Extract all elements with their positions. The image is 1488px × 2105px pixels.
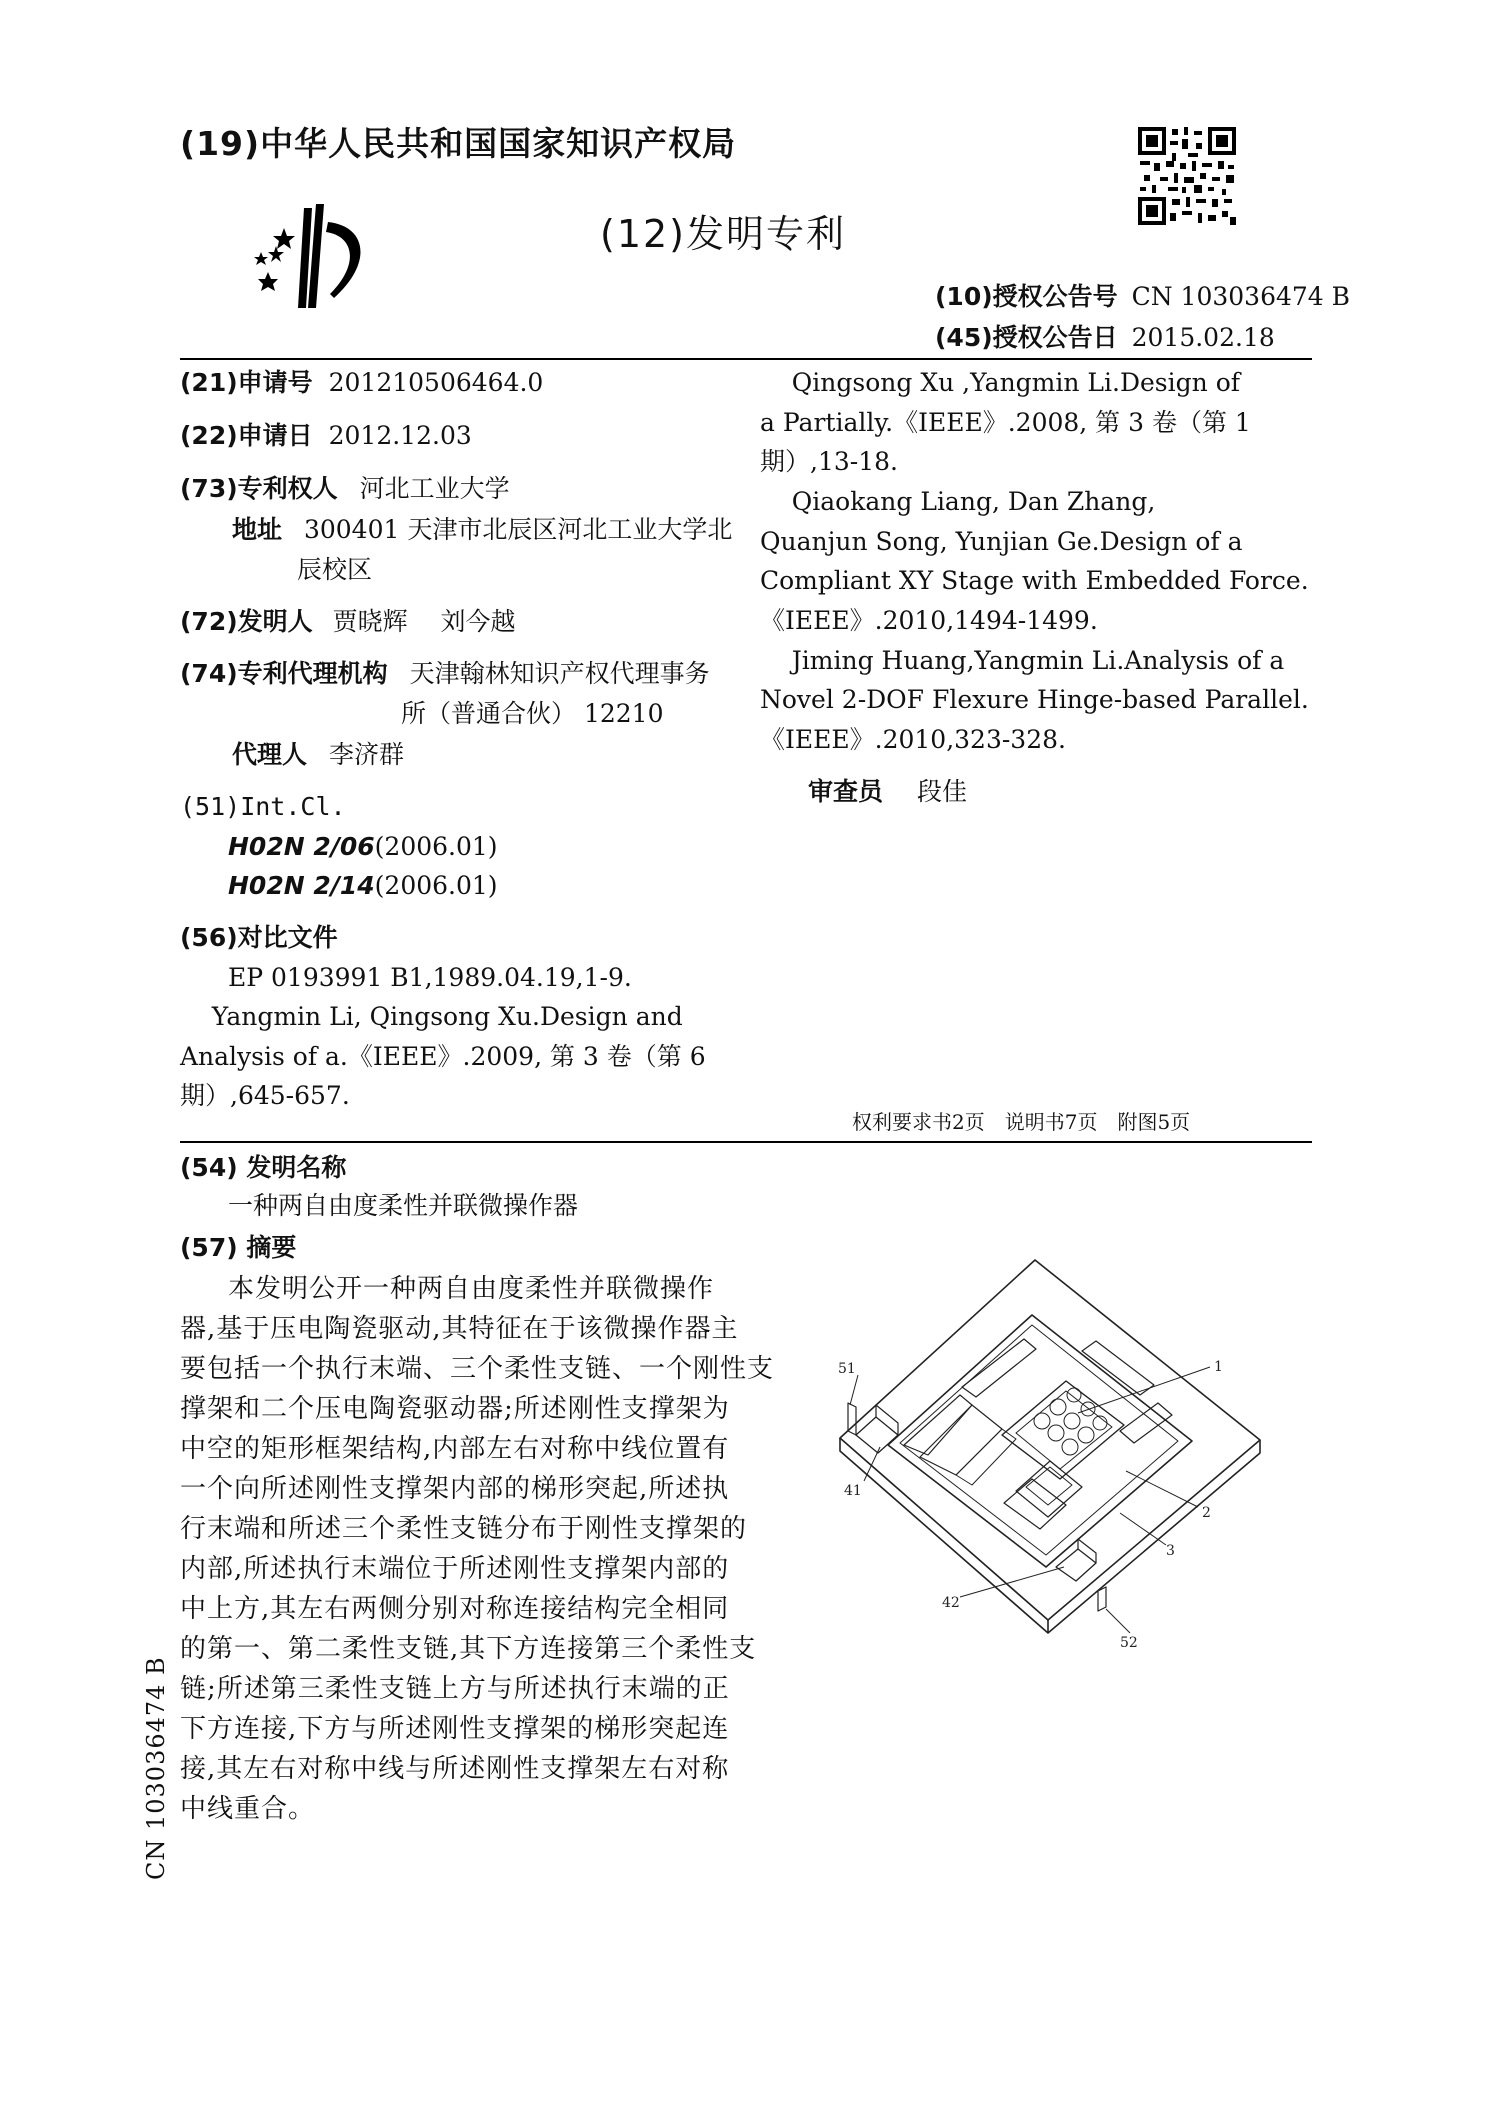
app-date: 2012.12.03 [328, 421, 472, 450]
ref-4-line-1: Qiaokang Liang, Dan Zhang, [760, 487, 1156, 516]
abstract-line: 中空的矩形框架结构,内部左右对称中线位置有 [180, 1434, 730, 1464]
ref-3-line-3: 期）,13-18. [760, 447, 898, 476]
pub-date-row [935, 318, 1275, 358]
section-rule [180, 1141, 1312, 1143]
ipc-1-row [228, 827, 498, 867]
app-date-row [180, 416, 472, 456]
abstract-line: 器,基于压电陶瓷驱动,其特征在于该微操作器主 [180, 1314, 739, 1344]
address-line-2: 辰校区 [297, 555, 373, 584]
agent: 李济群 [328, 740, 404, 769]
examiner-row [808, 772, 967, 812]
bolt-52 [1098, 1587, 1106, 1611]
pub-date-label: (45)授权公告日 [935, 323, 1118, 352]
ipc-2-row [228, 866, 498, 906]
examiner: 段佳 [916, 777, 967, 806]
ipc-2-code: H02N 2/14 [228, 871, 375, 900]
abstract-line: 中线重合。 [180, 1794, 316, 1824]
patentee-label: (73)专利权人 [180, 474, 338, 503]
side-publication-number: CN 103036474 B [142, 1656, 170, 1880]
abstract-line: 要包括一个执行末端、三个柔性支链、一个刚性支 [180, 1354, 775, 1384]
office-logo [246, 200, 386, 315]
ref-3-line-1: Qingsong Xu ,Yangmin Li.Design of [760, 368, 1240, 397]
label-42: 42 [942, 1595, 960, 1611]
issuing-office: (19)中华人民共和国国家知识产权局 [180, 124, 737, 163]
intcl-label: (51)Int.Cl. [180, 792, 346, 821]
abstract-line: 的第一、第二柔性支链,其下方连接第三个柔性支 [180, 1634, 757, 1664]
agent-row [232, 735, 404, 775]
address-line-1: 300401 天津市北辰区河北工业大学北 [303, 515, 733, 544]
abstract-line: 中上方,其左右两侧分别对称连接结构完全相同 [180, 1594, 730, 1624]
abstract-line: 撑架和二个压电陶瓷驱动器;所述刚性支撑架为 [180, 1394, 730, 1424]
invention-title: 一种两自由度柔性并联微操作器 [228, 1191, 579, 1220]
ref-2-line-2: Analysis of a.《IEEE》.2009, 第 3 卷（第 6 [180, 1042, 706, 1071]
ipc-2-version: (2006.01) [374, 871, 498, 900]
inventor-row [180, 602, 516, 642]
page-count: 权利要求书2页 说明书7页 附图5页 [852, 1110, 1191, 1134]
abstract-line: 行末端和所述三个柔性支链分布于刚性支撑架的 [180, 1514, 748, 1544]
agency-row [180, 654, 710, 694]
abstract-figure [820, 1255, 1290, 1675]
ref-3-line-2: a Partially.《IEEE》.2008, 第 3 卷（第 1 [760, 408, 1251, 437]
app-number-row [180, 363, 543, 403]
pub-date: 2015.02.18 [1131, 323, 1275, 352]
ref-1: EP 0193991 B1,1989.04.19,1-9. [228, 963, 632, 992]
abstract-line: 接,其左右对称中线与所述刚性支撑架左右对称 [180, 1754, 730, 1784]
abstract-line: 链;所述第三柔性支链上方与所述执行末端的正 [180, 1674, 730, 1704]
app-number: 201210506464.0 [328, 368, 544, 397]
abstract-line: 一个向所述刚性支撑架内部的梯形突起,所述执 [180, 1474, 730, 1504]
pub-number: CN 103036474 B [1131, 282, 1351, 311]
ref-5-line-1: Jiming Huang,Yangmin Li.Analysis of a [760, 646, 1285, 675]
ref-4-line-3: Compliant XY Stage with Embedded Force. [760, 566, 1309, 595]
ref-4-line-4: 《IEEE》.2010,1494-1499. [760, 606, 1098, 635]
label-52: 52 [1120, 1635, 1138, 1651]
ipc-1-version: (2006.01) [374, 832, 498, 861]
label-51: 51 [838, 1361, 856, 1377]
agency-label: (74)专利代理机构 [180, 659, 388, 688]
agent-label: 代理人 [232, 740, 308, 769]
agency-line-2: 所（普通合伙） 12210 [401, 699, 664, 728]
app-date-label: (22)申请日 [180, 421, 313, 450]
inventors: 贾晓辉 刘今越 [332, 607, 516, 636]
abstract-label: (57) 摘要 [180, 1233, 297, 1262]
document-type: (12)发明专利 [600, 212, 847, 256]
ref-2-line-3: 期）,645-657. [180, 1081, 350, 1110]
abstract-line: 内部,所述执行末端位于所述刚性支撑架内部的 [180, 1554, 730, 1584]
ref-4-line-2: Quanjun Song, Yunjian Ge.Design of a [760, 527, 1243, 556]
app-number-label: (21)申请号 [180, 368, 313, 397]
address-row [232, 510, 732, 550]
label-3: 3 [1166, 1543, 1175, 1559]
header-rule [180, 358, 1312, 360]
inventor-label: (72)发明人 [180, 607, 313, 636]
address-label: 地址 [232, 515, 283, 544]
examiner-label: 审查员 [808, 777, 884, 806]
agency-line-1: 天津翰林知识产权代理事务 [409, 659, 710, 688]
title-label: (54) 发明名称 [180, 1153, 347, 1182]
ref-5-line-2: Novel 2-DOF Flexure Hinge-based Parallel. [760, 685, 1309, 714]
abstract-line: 下方连接,下方与所述刚性支撑架的梯形突起连 [180, 1714, 730, 1744]
ref-5-line-3: 《IEEE》.2010,323-328. [760, 725, 1066, 754]
label-2: 2 [1202, 1505, 1211, 1521]
pub-number-row [935, 277, 1350, 317]
abstract-line: 本发明公开一种两自由度柔性并联微操作 [228, 1274, 715, 1304]
label-1: 1 [1214, 1359, 1223, 1375]
refs-label: (56)对比文件 [180, 923, 338, 952]
logo-stars [254, 228, 295, 291]
label-41: 41 [844, 1483, 862, 1499]
pub-number-label: (10)授权公告号 [935, 282, 1118, 311]
ref-2-line-1: Yangmin Li, Qingsong Xu.Design and [180, 1002, 683, 1031]
patentee-row [180, 469, 510, 509]
ipc-1-code: H02N 2/06 [228, 832, 375, 861]
patentee: 河北工业大学 [359, 474, 510, 503]
qr-code [1138, 127, 1236, 225]
